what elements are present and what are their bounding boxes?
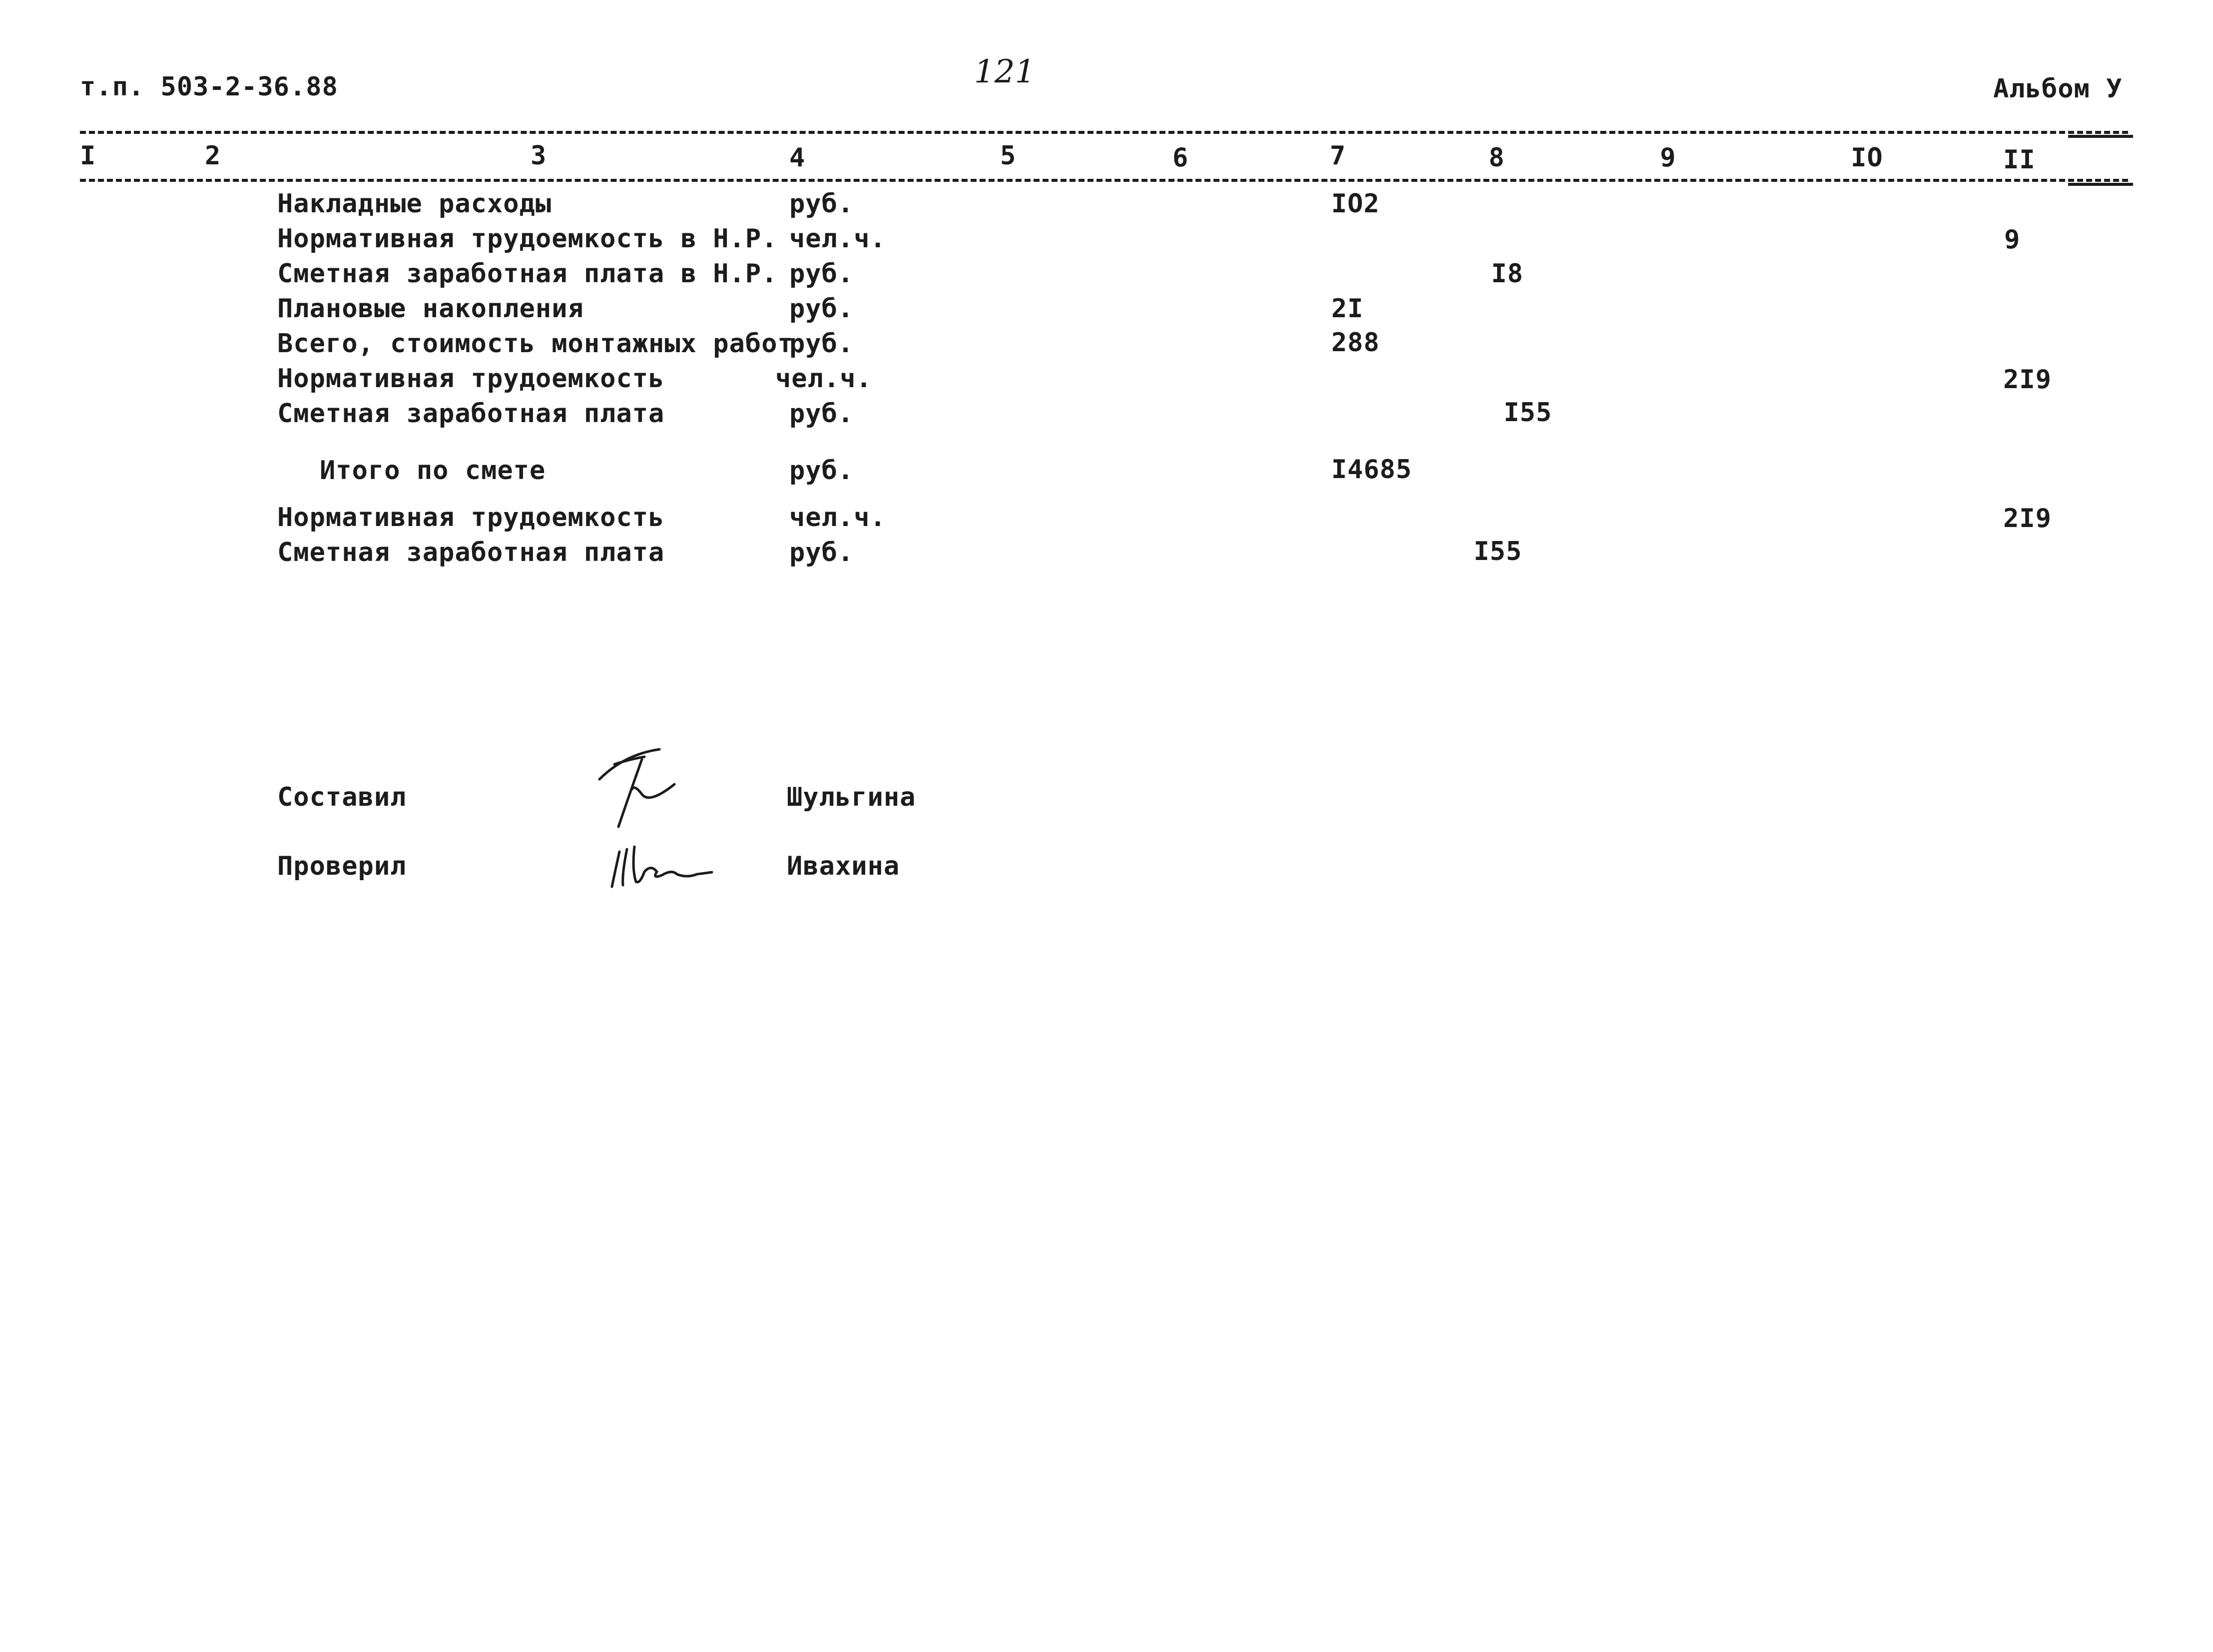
column-header-2: 2 <box>205 141 221 171</box>
column-header-5: 5 <box>1000 141 1017 171</box>
row-value-col11: 2I9 <box>2003 365 2052 395</box>
row-name: Сметная заработная плата <box>277 399 665 429</box>
row-name: Сметная заработная плата в Н.Р. <box>277 259 778 289</box>
total-label: Итого по смете <box>320 456 546 486</box>
column-header-4: 4 <box>789 143 806 173</box>
row-value-col7: IO2 <box>1331 189 1380 219</box>
column-header-9: 9 <box>1660 143 1676 173</box>
row-name: Нормативная трудоемкость в Н.Р. <box>277 224 778 254</box>
row-unit: руб. <box>789 399 854 429</box>
header-rule-bottom-end <box>2068 183 2133 186</box>
row-unit: руб. <box>789 189 854 219</box>
row-unit: руб. <box>789 538 854 567</box>
row-name: Нормативная трудоемкость <box>277 503 665 533</box>
document-code: т.п. 503-2-36.88 <box>80 72 338 102</box>
signature-name-checked: Ивахина <box>787 851 900 881</box>
row-name: Всего, стоимость монтажных работ <box>277 329 794 359</box>
signature-role-checked: Проверил <box>277 851 407 881</box>
row-name: Сметная заработная плата <box>277 538 665 567</box>
row-unit: чел.ч. <box>789 224 886 254</box>
header-rule-top <box>80 131 2128 134</box>
header-rule-top-end <box>2068 135 2133 138</box>
handwritten-signature-checked <box>607 839 717 899</box>
signature-name-compiled: Шульгина <box>787 782 916 812</box>
row-name: Нормативная трудоемкость <box>277 364 665 394</box>
row-value-col7: 2I <box>1331 294 1364 324</box>
total-value-col7: I4685 <box>1331 455 1412 485</box>
column-header-3: 3 <box>531 141 547 171</box>
column-header-10: IO <box>1851 143 1883 173</box>
row-unit: руб. <box>789 294 854 324</box>
row-unit: руб. <box>789 329 854 359</box>
row-value-col8: I55 <box>1504 398 1552 428</box>
page-number: 121 <box>974 53 1036 90</box>
album-label: Альбом У <box>1993 74 2123 104</box>
column-header-6: 6 <box>1172 143 1189 173</box>
row-name: Плановые накопления <box>277 294 584 324</box>
row-name: Накладные расходы <box>277 189 552 219</box>
handwritten-signature-compiled <box>594 744 694 834</box>
header-rule-bottom <box>80 179 2128 182</box>
row-value-col11: 2I9 <box>2003 504 2052 534</box>
column-header-1: I <box>80 141 96 171</box>
row-value-col7: 288 <box>1331 328 1380 358</box>
row-value-col8: I8 <box>1491 259 1524 289</box>
row-value-col8: I55 <box>1474 537 1522 566</box>
column-header-7: 7 <box>1330 141 1346 171</box>
column-header-11: II <box>2003 145 2036 175</box>
row-unit: чел.ч. <box>775 364 872 394</box>
row-unit: руб. <box>789 259 854 289</box>
column-header-8: 8 <box>1489 143 1505 173</box>
row-unit: чел.ч. <box>789 503 886 533</box>
row-unit: руб. <box>789 456 854 486</box>
signature-role-compiled: Составил <box>277 782 407 812</box>
row-value-col11: 9 <box>2004 225 2021 255</box>
